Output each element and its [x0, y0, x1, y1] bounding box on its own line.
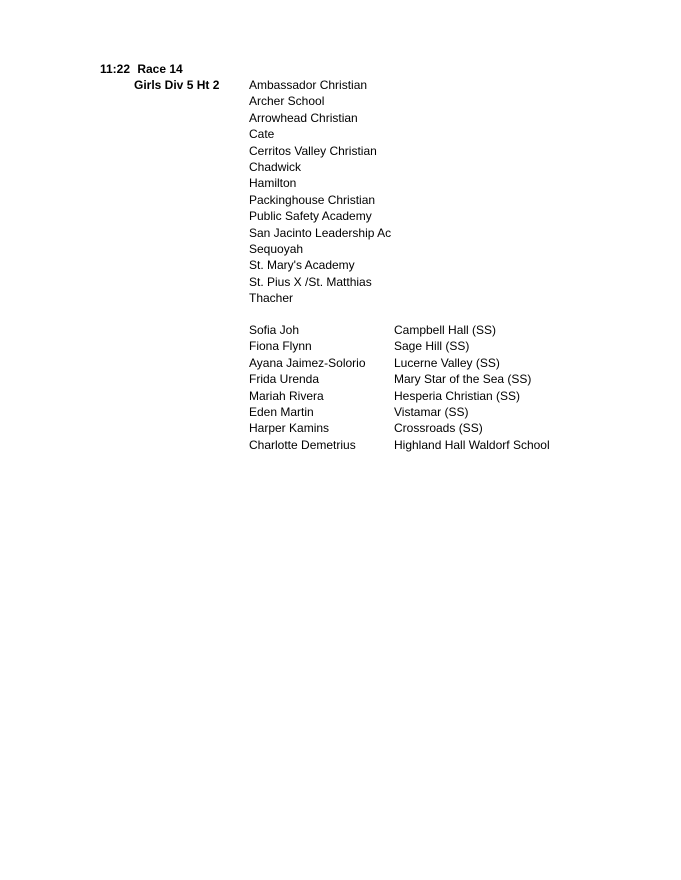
individual-runner-list [249, 322, 550, 453]
individual-row [249, 322, 550, 338]
team-entry: Archer School [249, 94, 325, 109]
runner-name: Mariah Rivera [249, 388, 324, 403]
runner-school: Sage Hill (SS) [394, 339, 470, 354]
team-entry: San Jacinto Leadership Ac [249, 225, 392, 240]
runner-school: Lucerne Valley (SS) [394, 355, 500, 370]
team-entry: Sequoyah [249, 241, 304, 256]
team-entry: Packinghouse Christian [249, 192, 376, 207]
individual-row [249, 420, 550, 436]
runner-name: Sofia Joh [249, 323, 300, 337]
runner-name: Frida Urenda [249, 372, 320, 387]
individual-row [249, 355, 550, 371]
runner-school: Mary Star of the Sea (SS) [394, 372, 532, 387]
team-entry: Thacher [249, 291, 294, 306]
individual-row [249, 338, 550, 354]
runner-name: Eden Martin [249, 404, 314, 419]
team-list [249, 77, 391, 306]
team-entry: Public Safety Academy [249, 209, 372, 224]
team-entry: St. Pius X /St. Matthias [249, 274, 372, 289]
individual-row [249, 388, 550, 404]
runner-name: Ayana Jaimez-Solorio [249, 355, 366, 370]
runner-name: Fiona Flynn [249, 339, 312, 354]
team-entry: Chadwick [249, 159, 302, 174]
runner-school: Hesperia Christian (SS) [394, 388, 521, 403]
runner-school: Highland Hall Waldorf School [394, 437, 550, 452]
team-entry: Cerritos Valley Christian [249, 143, 377, 158]
race-header [100, 61, 183, 77]
team-entry: Ambassador Christian [249, 78, 368, 92]
individual-row [249, 404, 550, 420]
team-entry: St. Mary's Academy [249, 258, 355, 273]
individual-row [249, 371, 550, 387]
individual-row [249, 437, 550, 453]
race-name: Race 14 [137, 62, 183, 76]
team-entry: Hamilton [249, 176, 297, 191]
team-entry: Cate [249, 127, 275, 142]
team-entry: Arrowhead Christian [249, 110, 358, 125]
runner-name: Harper Kamins [249, 421, 330, 436]
runner-school: Vistamar (SS) [394, 404, 469, 419]
runner-school: Campbell Hall (SS) [394, 323, 497, 337]
runner-name: Charlotte Demetrius [249, 437, 356, 452]
runner-school: Crossroads (SS) [394, 421, 483, 436]
race-division: Girls Div 5 Ht 2 [134, 78, 220, 92]
race-time: 11:22 [100, 62, 131, 76]
